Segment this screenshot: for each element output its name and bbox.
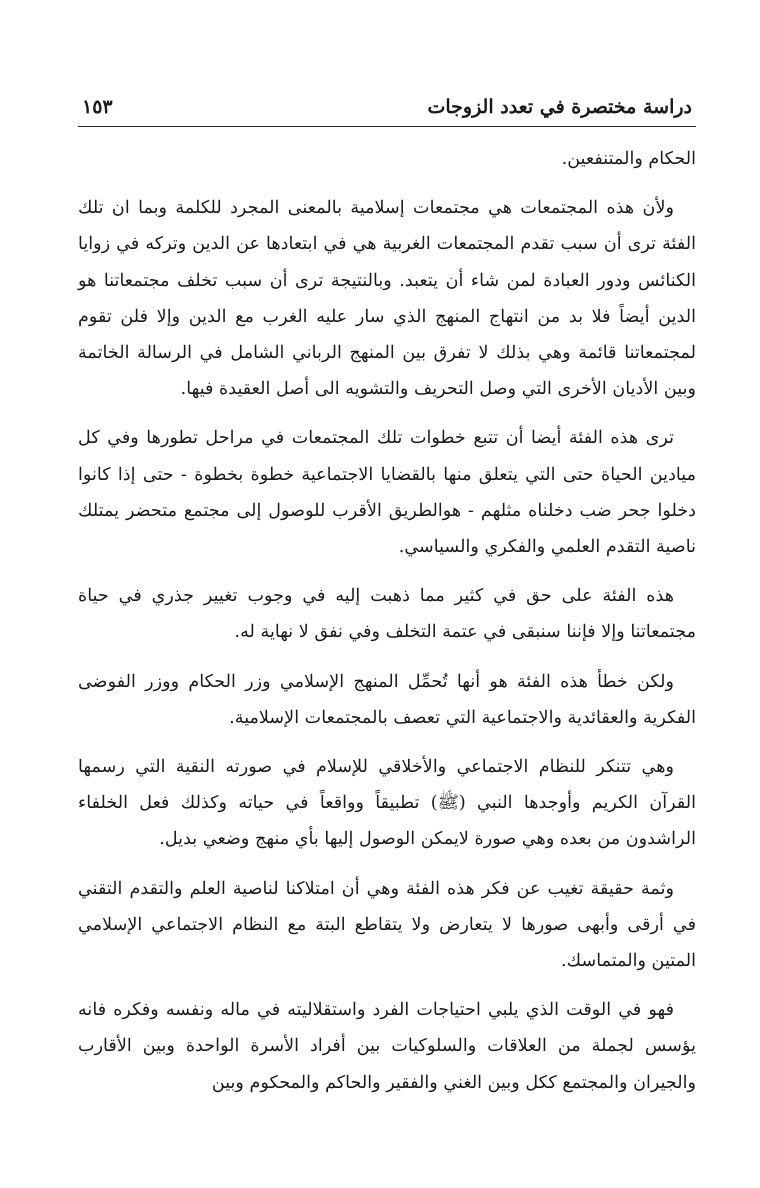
page-number: ١٥٣ <box>82 96 113 118</box>
running-title: دراسة مختصرة في تعدد الزوجات <box>427 96 692 118</box>
paragraph: الحكام والمتنفعين. <box>561 149 696 169</box>
paragraph: وهي تتنكر للنظام الاجتماعي والأخلاقي للإسلام في صورته النقية التي رسمها القرآن الكريم وأوجدها النبي (ﷺ) تطبيقاً وواقعاً في حياته وكذلك فعل الخلفاء الراشدون من بعده وهي صورة لايمكن الوصول إليها بأي منهج وضعي بديل. <box>78 757 696 850</box>
paragraph: ولكن خطأ هذه الفئة هو أنها تُحمِّل المنهج الإسلامي وزر الحكام ووزر الفوضى الفكرية والعقائدية والاجتماعية التي تعصف بالمجتمعات الإسلامية. <box>78 671 696 728</box>
running-header <box>78 92 696 126</box>
paragraph: ترى هذه الفئة أيضا أن تتبع خطوات تلك المجتمعات في مراحل تطورها وفي كل ميادين الحياة حتى التي يتعلق منها بالقضايا الاجتماعية خطوة بخطوة - حتى إذا كانوا دخلوا جحر ضب دخلناه مثلهم - هوالطريق الأقرب للوصول إلى مجتمع متحضر يمتلك ناصية التقدم العلمي والفكري والسياسي. <box>78 428 696 558</box>
page-body <box>78 141 696 1101</box>
paragraph: ولأن هذه المجتمعات هي مجتمعات إسلامية بالمعنى المجرد للكلمة وبما ان تلك الفئة ترى أن سبب تقدم المجتمعات الغربية هي في ابتعادها عن الدين وتركه في زوايا الكنائس ودور العبادة لمن شاء أن يتعبد. وبالنتيجة ترى أن سبب تخلف مجتمعاتنا هو الدين أيضاً فلا بد من انتهاج المنهج الذي سار عليه الغرب مع الدين وإلا فلن تقوم لمجتمعاتنا قائمة وهي بذلك لا تفرق بين المنهج الرباني الشامل في الرسالة الخاتمة وبين الأديان الأخرى التي وصل التحريف والتشويه الى أصل العقيدة فيها. <box>78 198 696 400</box>
paragraph: فهو في الوقت الذي يلبي احتياجات الفرد واستقلاليته في ماله ونفسه وفكره فانه يؤسس لجملة من العلاقات والسلوكيات بين أفراد الأسرة الواحدة وبين الأقارب والجيران والمجتمع ككل وبين الغني والفقير والحاكم والمحكوم وبين <box>78 1000 696 1093</box>
paragraph: هذه الفئة على حق في كثير مما ذهبت إليه في وجوب تغيير جذري في حياة مجتمعاتنا وإلا فإننا سنبقى في عتمة التخلف وفي نفق لا نهاية له. <box>78 586 696 643</box>
header-rule <box>78 126 696 127</box>
paragraph: وثمة حقيقة تغيب عن فكر هذه الفئة وهي أن امتلاكنا لناصية العلم والتقدم التقني في أرقى وأبهى صورها لا يتعارض ولا يتقاطع البتة مع النظام الاجتماعي الإسلامي المتين والمتماسك. <box>78 878 696 972</box>
book-page <box>78 92 696 1114</box>
